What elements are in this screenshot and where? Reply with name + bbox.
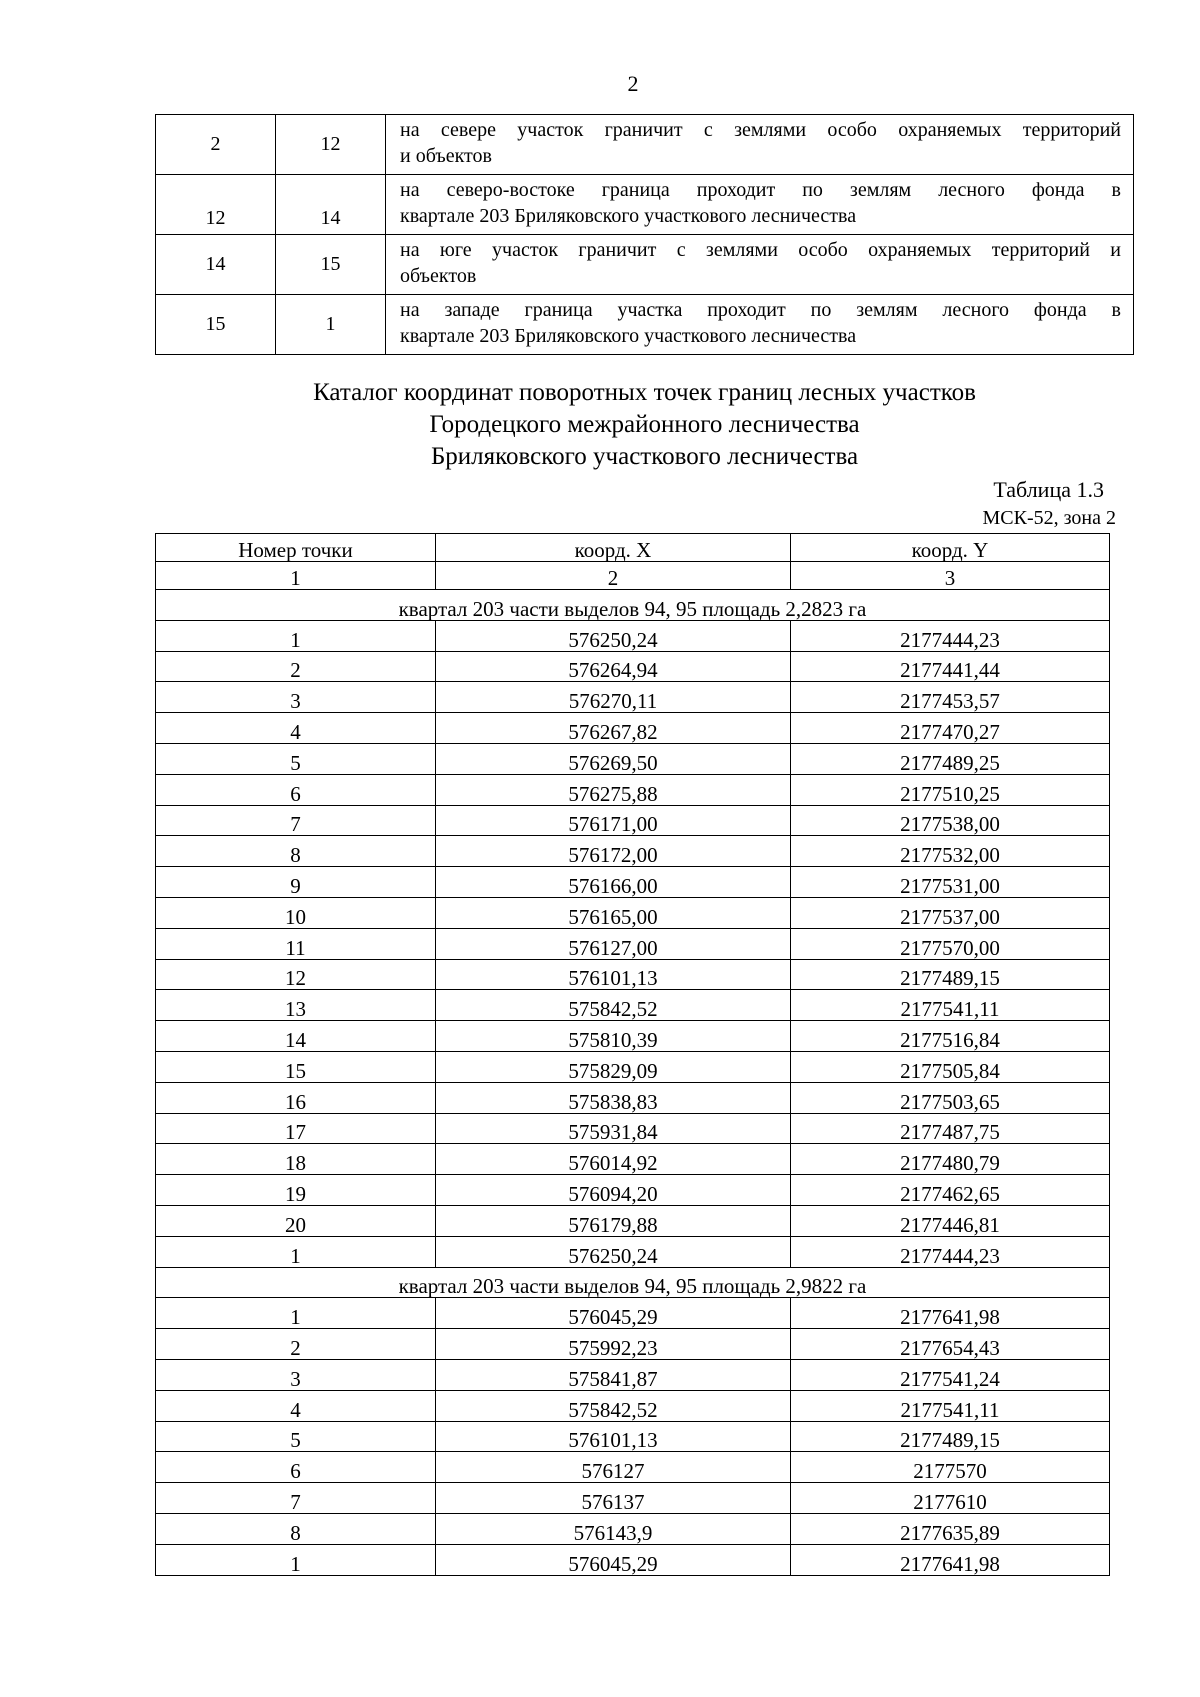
point-number: 2 — [156, 1329, 436, 1360]
column-header-row — [156, 534, 1110, 562]
coord-y: 2177487,75 — [791, 1113, 1110, 1144]
coordinate-row — [156, 1205, 1110, 1236]
point-number: 4 — [156, 1390, 436, 1421]
catalog-title — [155, 377, 1134, 473]
column-header-x: коорд. X — [436, 534, 791, 562]
coord-x: 575829,09 — [436, 1051, 791, 1082]
coord-x: 576267,82 — [436, 713, 791, 744]
coordinate-row — [156, 1051, 1110, 1082]
point-number: 20 — [156, 1205, 436, 1236]
boundary-description-line: квартале 203 Бриляковского участкового лесничества — [400, 205, 857, 227]
coordinate-row — [156, 1082, 1110, 1113]
coord-y: 2177610 — [791, 1483, 1110, 1514]
coord-x: 575842,52 — [436, 990, 791, 1021]
point-number: 11 — [156, 928, 436, 959]
coordinate-row — [156, 1298, 1110, 1329]
coord-x: 576127 — [436, 1452, 791, 1483]
column-number: 3 — [791, 562, 1110, 590]
coord-y: 2177510,25 — [791, 774, 1110, 805]
boundary-description — [386, 235, 1134, 295]
boundary-description-line: и объектов — [400, 145, 492, 167]
column-header-point-number: Номер точки — [156, 534, 436, 562]
coord-x: 576171,00 — [436, 805, 791, 836]
coord-x: 576250,24 — [436, 1236, 791, 1267]
boundary-point-from: 2 — [156, 115, 276, 175]
boundary-row — [156, 115, 1134, 175]
coord-x: 576143,9 — [436, 1513, 791, 1544]
point-number: 3 — [156, 682, 436, 713]
coord-x: 576014,92 — [436, 1144, 791, 1175]
boundary-description-line: на юге участок граничит с землями особо охраняемых территорий и — [400, 239, 1121, 261]
boundary-description-line: на северо-востоке граница проходит по землям лесного фонда в — [400, 179, 1121, 201]
coord-x: 575931,84 — [436, 1113, 791, 1144]
point-number: 16 — [156, 1082, 436, 1113]
coord-x: 576270,11 — [436, 682, 791, 713]
column-header-y: коорд. Y — [791, 534, 1110, 562]
page-number: 2 — [627, 71, 639, 96]
coordinate-row — [156, 1021, 1110, 1052]
point-number: 4 — [156, 713, 436, 744]
point-number: 10 — [156, 897, 436, 928]
table-label: Таблица 1.3 — [993, 477, 1104, 502]
point-number: 7 — [156, 1483, 436, 1514]
section-heading: квартал 203 части выделов 94, 95 площадь 2,2823 га — [156, 590, 1110, 621]
coordinate-row — [156, 774, 1110, 805]
coord-x: 576045,29 — [436, 1298, 791, 1329]
coordinate-row — [156, 928, 1110, 959]
point-number: 9 — [156, 867, 436, 898]
boundary-description-line: на западе граница участка проходит по землям лесного фонда в — [400, 299, 1121, 321]
coordinate-row — [156, 620, 1110, 651]
coordinate-row — [156, 897, 1110, 928]
coord-y: 2177570 — [791, 1452, 1110, 1483]
boundary-description-table — [155, 114, 1134, 355]
boundary-description-line: квартале 203 Бриляковского участкового лесничества — [400, 325, 857, 347]
coord-y: 2177516,84 — [791, 1021, 1110, 1052]
point-number: 8 — [156, 836, 436, 867]
point-number: 17 — [156, 1113, 436, 1144]
coordinate-row — [156, 1421, 1110, 1452]
coord-x: 576137 — [436, 1483, 791, 1514]
section-heading: квартал 203 части выделов 94, 95 площадь 2,9822 га — [156, 1267, 1110, 1298]
point-number: 2 — [156, 651, 436, 682]
coord-x: 576179,88 — [436, 1205, 791, 1236]
coord-y: 2177532,00 — [791, 836, 1110, 867]
coordinate-row — [156, 1175, 1110, 1206]
coord-x: 576045,29 — [436, 1544, 791, 1575]
coordinate-row — [156, 1483, 1110, 1514]
coordinate-row — [156, 1513, 1110, 1544]
coord-y: 2177537,00 — [791, 897, 1110, 928]
coordinate-row — [156, 959, 1110, 990]
coord-x: 576269,50 — [436, 743, 791, 774]
point-number: 6 — [156, 774, 436, 805]
boundary-row — [156, 295, 1134, 355]
point-number: 18 — [156, 1144, 436, 1175]
coordinate-row — [156, 1236, 1110, 1267]
coord-y: 2177538,00 — [791, 805, 1110, 836]
boundary-point-from: 12 — [156, 175, 276, 235]
point-number: 5 — [156, 743, 436, 774]
coord-y: 2177541,11 — [791, 990, 1110, 1021]
coordinate-row — [156, 990, 1110, 1021]
boundary-row — [156, 175, 1134, 235]
coord-y: 2177446,81 — [791, 1205, 1110, 1236]
boundary-point-to: 15 — [276, 235, 386, 295]
coordinate-row — [156, 1452, 1110, 1483]
coord-y: 2177570,00 — [791, 928, 1110, 959]
column-number: 2 — [436, 562, 791, 590]
coord-x: 575838,83 — [436, 1082, 791, 1113]
coord-x: 575992,23 — [436, 1329, 791, 1360]
point-number: 15 — [156, 1051, 436, 1082]
boundary-description — [386, 175, 1134, 235]
point-number: 8 — [156, 1513, 436, 1544]
column-number: 1 — [156, 562, 436, 590]
point-number: 1 — [156, 620, 436, 651]
coordinate-row — [156, 682, 1110, 713]
coord-x: 576101,13 — [436, 1421, 791, 1452]
coord-y: 2177541,11 — [791, 1390, 1110, 1421]
boundary-point-from: 15 — [156, 295, 276, 355]
coord-y: 2177453,57 — [791, 682, 1110, 713]
coord-y: 2177641,98 — [791, 1298, 1110, 1329]
point-number: 19 — [156, 1175, 436, 1206]
coordinate-row — [156, 1390, 1110, 1421]
coordinate-row — [156, 743, 1110, 774]
coord-x: 576166,00 — [436, 867, 791, 898]
boundary-point-to: 12 — [276, 115, 386, 175]
boundary-description-line: объектов — [400, 265, 477, 287]
coord-y: 2177654,43 — [791, 1329, 1110, 1360]
coord-y: 2177531,00 — [791, 867, 1110, 898]
coordinate-row — [156, 836, 1110, 867]
coordinate-row — [156, 1544, 1110, 1575]
catalog-title-line: Каталог координат поворотных точек границ лесных участков — [313, 379, 976, 406]
point-number: 1 — [156, 1298, 436, 1329]
coord-x: 575841,87 — [436, 1359, 791, 1390]
coord-x: 576172,00 — [436, 836, 791, 867]
coordinate-row — [156, 713, 1110, 744]
coord-x: 576101,13 — [436, 959, 791, 990]
coord-y: 2177444,23 — [791, 1236, 1110, 1267]
boundary-point-to: 1 — [276, 295, 386, 355]
boundary-description — [386, 115, 1134, 175]
point-number: 1 — [156, 1236, 436, 1267]
boundary-point-from: 14 — [156, 235, 276, 295]
coord-x: 575810,39 — [436, 1021, 791, 1052]
coordinate-row — [156, 867, 1110, 898]
boundary-description-line: на севере участок граничит с землями особо охраняемых территорий — [400, 119, 1121, 141]
boundary-description — [386, 295, 1134, 355]
boundary-point-to: 14 — [276, 175, 386, 235]
coordinate-row — [156, 1144, 1110, 1175]
coord-y: 2177480,79 — [791, 1144, 1110, 1175]
coord-x: 576165,00 — [436, 897, 791, 928]
coordinate-row — [156, 1359, 1110, 1390]
coordinate-row — [156, 1113, 1110, 1144]
coord-y: 2177541,24 — [791, 1359, 1110, 1390]
coord-x: 576264,94 — [436, 651, 791, 682]
coord-y: 2177444,23 — [791, 620, 1110, 651]
section-heading-row — [156, 1267, 1110, 1298]
point-number: 5 — [156, 1421, 436, 1452]
point-number: 6 — [156, 1452, 436, 1483]
coordinate-row — [156, 1329, 1110, 1360]
coordinate-system-label: МСК-52, зона 2 — [982, 507, 1116, 529]
boundary-row — [156, 235, 1134, 295]
coord-y: 2177462,65 — [791, 1175, 1110, 1206]
point-number: 13 — [156, 990, 436, 1021]
catalog-title-line: Бриляковского участкового лесничества — [430, 443, 859, 470]
point-number: 3 — [156, 1359, 436, 1390]
point-number: 1 — [156, 1544, 436, 1575]
catalog-title-line: Городецкого межрайонного лесничества — [429, 411, 860, 438]
coordinate-row — [156, 651, 1110, 682]
coord-y: 2177441,44 — [791, 651, 1110, 682]
coord-x: 576094,20 — [436, 1175, 791, 1206]
coord-x: 576250,24 — [436, 620, 791, 651]
coord-y: 2177505,84 — [791, 1051, 1110, 1082]
coord-x: 576275,88 — [436, 774, 791, 805]
point-number: 7 — [156, 805, 436, 836]
coord-y: 2177503,65 — [791, 1082, 1110, 1113]
point-number: 14 — [156, 1021, 436, 1052]
coordinate-catalog-table — [155, 533, 1110, 1576]
coord-x: 576127,00 — [436, 928, 791, 959]
point-number: 12 — [156, 959, 436, 990]
coord-y: 2177641,98 — [791, 1544, 1110, 1575]
section-heading-row — [156, 590, 1110, 621]
coord-y: 2177635,89 — [791, 1513, 1110, 1544]
coord-y: 2177470,27 — [791, 713, 1110, 744]
coordinate-row — [156, 805, 1110, 836]
coord-y: 2177489,15 — [791, 959, 1110, 990]
coord-y: 2177489,15 — [791, 1421, 1110, 1452]
coord-y: 2177489,25 — [791, 743, 1110, 774]
column-number-row — [156, 562, 1110, 590]
coord-x: 575842,52 — [436, 1390, 791, 1421]
